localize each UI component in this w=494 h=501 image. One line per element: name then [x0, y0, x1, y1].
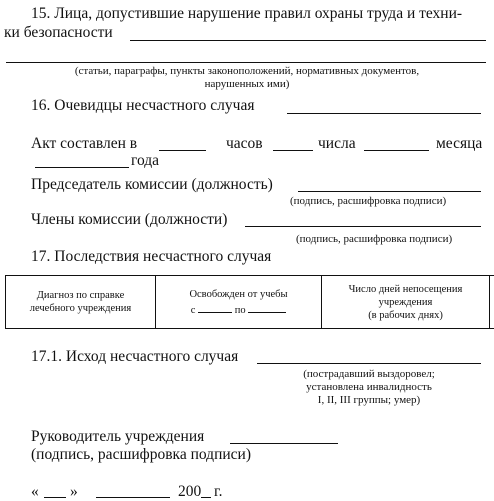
act-month-label: месяца — [436, 135, 483, 152]
released-line1: Освобожден от учебы — [189, 288, 288, 300]
item17-label: 17. Последствия несчастного случая — [31, 248, 272, 265]
chairman-note: (подпись, расшифровка подписи) — [290, 195, 447, 207]
item15-fill-line-2 — [6, 62, 486, 63]
released-to-line — [248, 301, 286, 313]
released-from-line — [198, 301, 232, 313]
item171-fill-line — [257, 363, 481, 364]
act-year-line — [35, 167, 129, 168]
act-hour-line — [159, 150, 206, 151]
released-from-label: с — [190, 304, 196, 316]
days-line3: (в рабочих днях) — [368, 309, 443, 321]
date-month-line — [96, 497, 170, 498]
diagnosis-line1: Диагноз по справке — [36, 290, 125, 301]
released-to-label: по — [234, 304, 246, 316]
members-note: (подпись, расшифровка подписи) — [296, 233, 453, 245]
date-year-prefix: 200 — [178, 483, 202, 500]
date-day-line — [44, 497, 66, 498]
head-sign-line — [230, 443, 338, 444]
item15-text-line1: 15. Лица, допустившие нарушение правил охраны труда и техни- — [31, 5, 463, 22]
members-label: Члены комиссии (должности) — [31, 211, 228, 228]
act-month-line — [364, 150, 429, 151]
item171-note-line1: (пострадавший выздоровел; — [303, 368, 435, 380]
table-cell-diagnosis — [6, 276, 155, 328]
act-day-line — [273, 150, 313, 151]
table-cell-days-absent — [322, 276, 489, 328]
act-prefix: Акт составлен в — [31, 135, 138, 152]
chairman-sign-line — [298, 191, 481, 192]
table-cell-released — [156, 276, 321, 328]
item16-fill-line — [287, 113, 481, 114]
item16-label: 16. Очевидцы несчастного случая — [31, 97, 255, 114]
act-year-label: года — [131, 152, 160, 169]
item15-note-line1: (статьи, параграфы, пункты законоположений, нормативных документов, — [74, 65, 420, 77]
item15-text-line2: ки безопасности — [4, 24, 113, 41]
date-close-quote: » — [70, 483, 78, 500]
item171-label: 17.1. Исход несчастного случая — [31, 348, 239, 365]
item171-note-line2: установлена инвалидность — [306, 381, 432, 393]
item15-fill-line-1 — [130, 40, 486, 41]
diagnosis-line2: лечебного учреждения — [29, 303, 132, 314]
item171-note-line3: I, II, III группы; умер) — [317, 394, 421, 406]
days-line1: Число дней непосещения — [348, 283, 463, 295]
item15-note-line2: нарушенных ими) — [204, 78, 290, 90]
date-year-line — [201, 497, 211, 498]
act-day-label: числа — [318, 135, 356, 152]
head-note: (подпись, расшифровка подписи) — [31, 446, 251, 463]
date-open-quote: « — [31, 483, 39, 500]
head-label: Руководитель учреждения — [31, 428, 205, 445]
act-hours-label: часов — [226, 135, 263, 152]
table-bottom-border — [5, 328, 494, 329]
days-line2: учреждения — [378, 296, 433, 308]
released-line2 — [191, 301, 286, 317]
date-year-suffix: г. — [214, 483, 223, 500]
table-right-border — [489, 276, 490, 329]
members-sign-line — [245, 226, 481, 227]
chairman-label: Председатель комиссии (должность) — [31, 176, 273, 193]
